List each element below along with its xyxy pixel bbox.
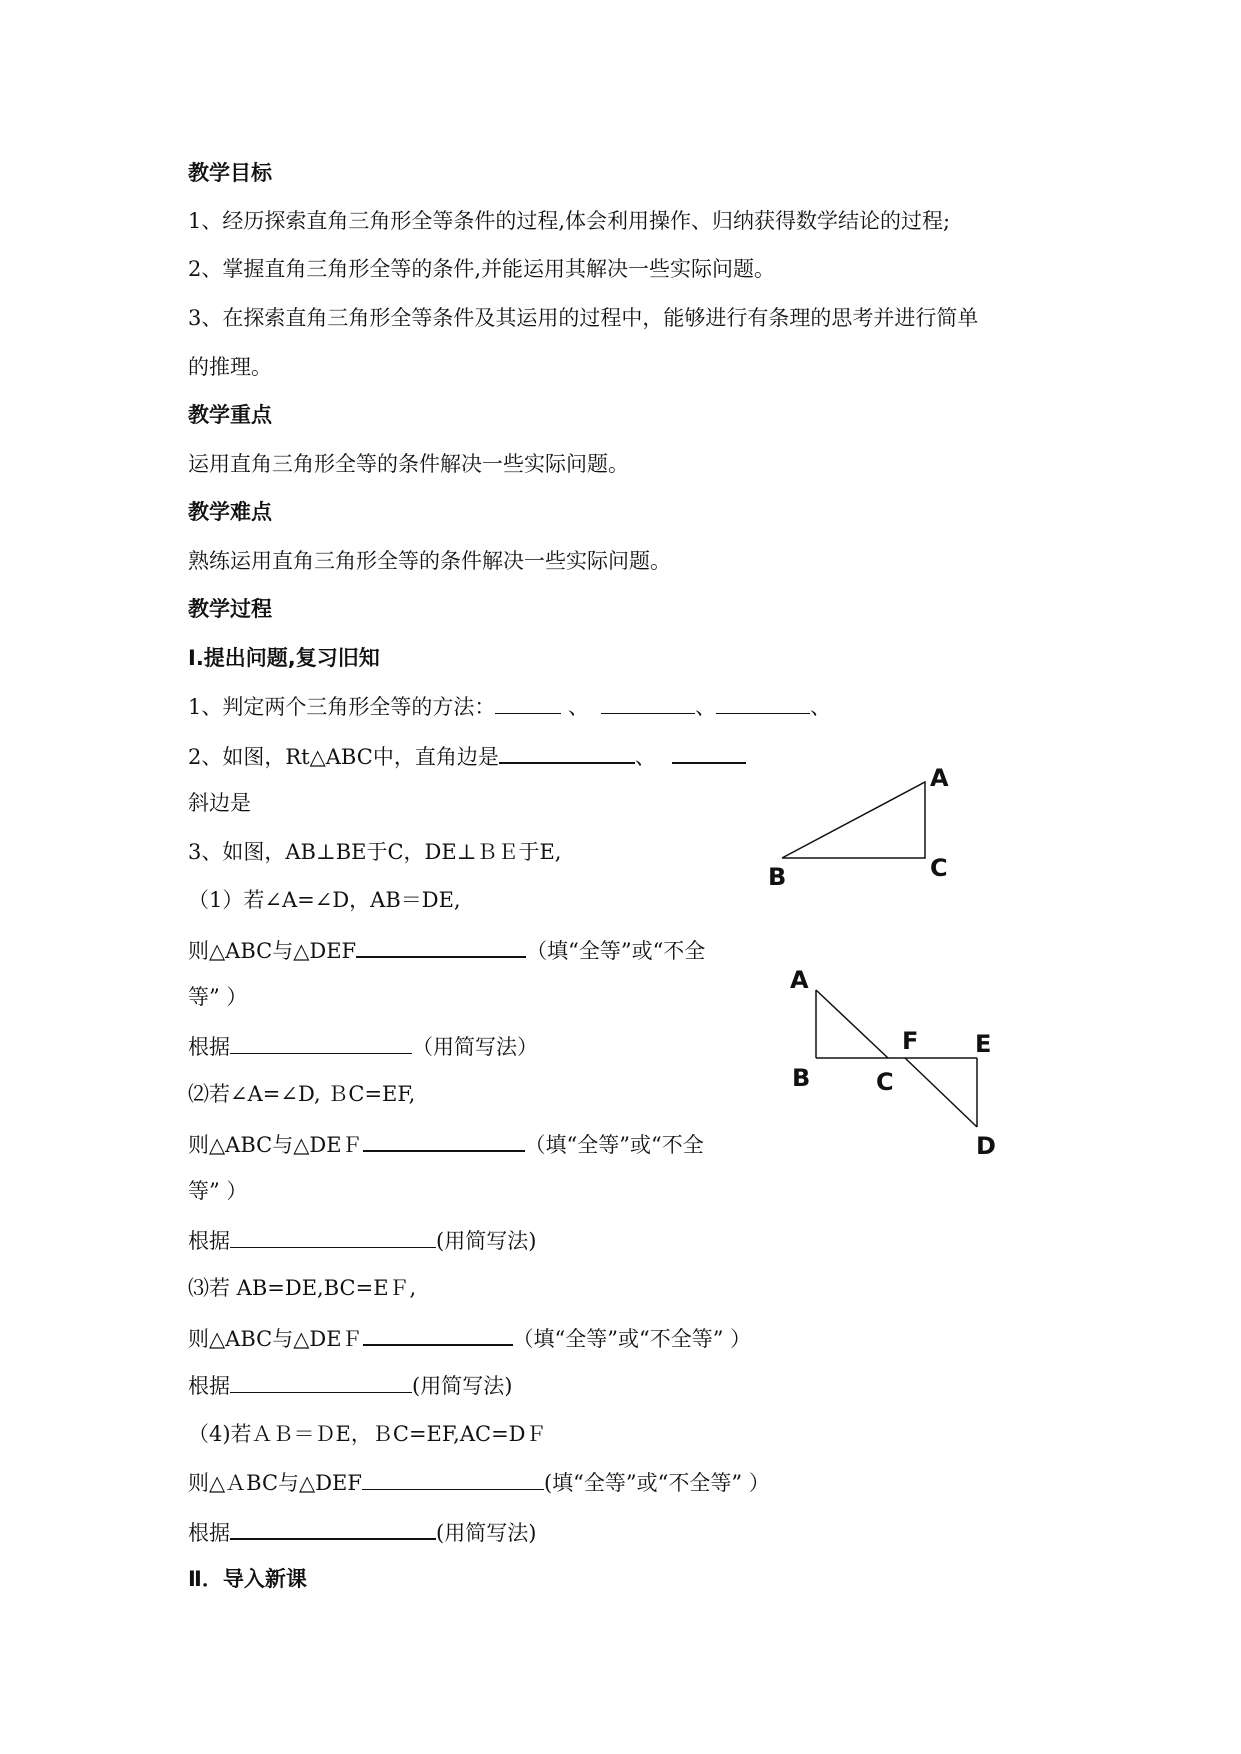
heading-section2: Ⅱ．导入新课 bbox=[188, 1567, 307, 1591]
vertex-label-c: C bbox=[876, 1068, 894, 1096]
objective-1: 1、经历探索直角三角形全等条件的过程,体会利用操作、归纳获得数学结论的过程; bbox=[188, 209, 951, 233]
case-text: 则△ABC与△DEＦ bbox=[188, 1133, 363, 1157]
vertex-label-d: D bbox=[976, 1132, 996, 1160]
separator: 、 bbox=[634, 745, 656, 769]
vertex-label-a: A bbox=[930, 764, 949, 792]
answer-blank[interactable] bbox=[230, 1225, 436, 1248]
case-2: ⑵若∠A=∠D, ＢC=EF, bbox=[188, 1082, 416, 1106]
basis-note: (用简写法) bbox=[436, 1229, 537, 1253]
answer-blank[interactable] bbox=[356, 934, 526, 958]
answer-blank[interactable] bbox=[495, 691, 561, 714]
objective-3-line1: 3、在探索直角三角形全等条件及其运用的过程中，能够进行有条理的思考并进行简单 bbox=[188, 306, 979, 330]
fill-instruction: （填“全等”或“不全 bbox=[524, 1133, 704, 1157]
answer-blank[interactable] bbox=[716, 691, 810, 714]
case-text: 则△ＡBC与△DEF bbox=[188, 1471, 362, 1495]
vertex-label-e: E bbox=[975, 1030, 992, 1058]
case-3-then bbox=[188, 1322, 751, 1354]
review-question-3: 3、如图，AB⊥BE于C，DE⊥ＢＥ于E, bbox=[188, 840, 562, 864]
segment-ac bbox=[816, 990, 888, 1058]
key-points-text: 运用直角三角形全等的条件解决一些实际问题。 bbox=[188, 452, 629, 476]
heading-section1: Ⅰ.提出问题,复习旧知 bbox=[188, 646, 380, 670]
vertex-label-b: B bbox=[792, 1064, 811, 1092]
answer-blank[interactable] bbox=[499, 740, 635, 764]
fill-instruction: （填“全等”或“不全 bbox=[526, 939, 706, 963]
separator: 、 bbox=[695, 695, 717, 719]
case-1: （1）若∠A=∠D，AB＝DE, bbox=[188, 888, 461, 912]
basis-note: （用简写法） bbox=[412, 1035, 538, 1059]
answer-blank[interactable] bbox=[363, 1128, 525, 1152]
objective-3-line2: 的推理。 bbox=[188, 355, 272, 379]
triangle-abc-figure bbox=[760, 760, 960, 900]
answer-blank[interactable] bbox=[672, 740, 746, 764]
separator: 、 bbox=[810, 695, 832, 719]
answer-blank[interactable] bbox=[230, 1031, 412, 1054]
review-question-1 bbox=[188, 691, 831, 722]
case-1-fill-end: 等” ） bbox=[188, 985, 248, 1009]
case-text: 则△ABC与△DEＦ bbox=[188, 1327, 363, 1351]
answer-blank[interactable] bbox=[362, 1467, 544, 1490]
heading-difficulties: 教学难点 bbox=[188, 500, 272, 524]
separator: 、 bbox=[561, 695, 590, 719]
basis-label: 根据 bbox=[188, 1374, 230, 1398]
case-2-then bbox=[188, 1128, 704, 1160]
case-2-fill-end: 等” ） bbox=[188, 1179, 248, 1203]
case-4-basis bbox=[188, 1516, 536, 1548]
vertex-label-f: F bbox=[902, 1027, 919, 1055]
case-3: ⑶若 AB=DE,BC=EＦ, bbox=[188, 1276, 417, 1300]
review-question-2-hypotenuse: 斜边是 bbox=[188, 791, 251, 815]
case-4: （4)若ＡＢ＝ＤE，ＢC=EF,AC=DＦ bbox=[188, 1422, 547, 1446]
case-1-then bbox=[188, 934, 705, 966]
basis-note: (用简写法) bbox=[436, 1521, 537, 1545]
answer-blank[interactable] bbox=[601, 691, 695, 714]
vertex-label-c: C bbox=[930, 854, 948, 882]
heading-process: 教学过程 bbox=[188, 597, 272, 621]
answer-blank[interactable] bbox=[230, 1516, 436, 1540]
basis-label: 根据 bbox=[188, 1521, 230, 1545]
vertex-label-b: B bbox=[768, 863, 787, 891]
case-2-basis bbox=[188, 1225, 536, 1256]
basis-note: (用简写法) bbox=[412, 1374, 513, 1398]
answer-blank[interactable] bbox=[230, 1370, 412, 1393]
question-text: 2、如图，Rt△ABC中，直角边是 bbox=[188, 745, 499, 769]
basis-label: 根据 bbox=[188, 1035, 230, 1059]
fill-instruction: (填“全等”或“不全等” ） bbox=[543, 1471, 770, 1495]
heading-objectives: 教学目标 bbox=[188, 161, 272, 185]
review-question-2 bbox=[188, 740, 746, 772]
case-text: 则△ABC与△DEF bbox=[188, 939, 357, 963]
heading-key-points: 教学重点 bbox=[188, 403, 272, 427]
question-text: 1、判定两个三角形全等的方法： bbox=[188, 695, 496, 719]
case-1-basis bbox=[188, 1031, 538, 1062]
basis-label: 根据 bbox=[188, 1229, 230, 1253]
fill-instruction: （填“全等”或“不全等” ） bbox=[512, 1327, 752, 1351]
segment-fd bbox=[905, 1058, 977, 1127]
two-triangles-figure bbox=[780, 960, 1020, 1160]
answer-blank[interactable] bbox=[363, 1322, 513, 1346]
case-4-then bbox=[188, 1467, 770, 1498]
vertex-label-a: A bbox=[790, 966, 809, 994]
difficulties-text: 熟练运用直角三角形全等的条件解决一些实际问题。 bbox=[188, 549, 671, 573]
case-3-basis bbox=[188, 1370, 512, 1401]
objective-2: 2、掌握直角三角形全等的条件,并能运用其解决一些实际问题。 bbox=[188, 257, 776, 281]
triangle-abc bbox=[782, 782, 925, 858]
